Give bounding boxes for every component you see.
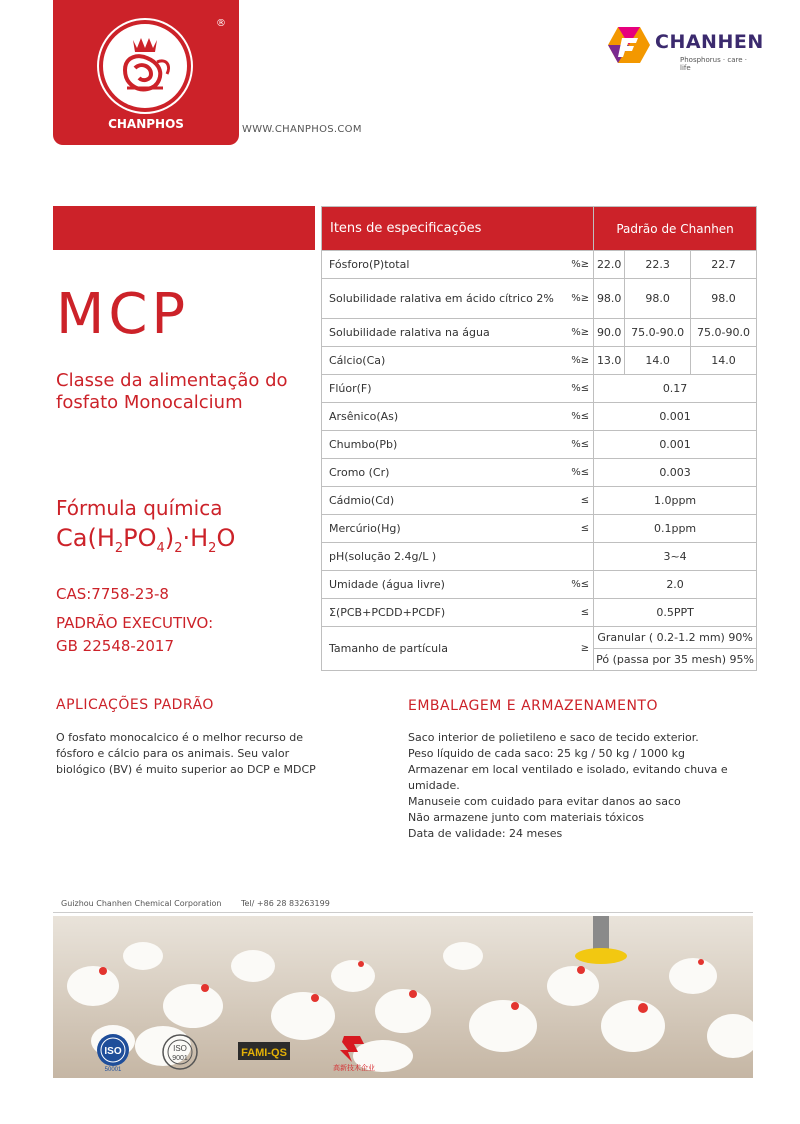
chicken-farm-photo xyxy=(53,916,753,1078)
spec-table xyxy=(321,206,757,671)
row-symbol: ≤ xyxy=(560,487,594,515)
table-row xyxy=(322,459,757,487)
row-value: 75.0-90.0 xyxy=(691,319,757,347)
row-symbol: ≤ xyxy=(560,599,594,627)
row-value: 0.001 xyxy=(594,431,757,459)
row-name: Solubilidade ralativa em ácido cítrico 2% xyxy=(322,279,560,319)
table-row xyxy=(322,319,757,347)
row-value: 0.001 xyxy=(594,403,757,431)
standard-value: GB 22548-2017 xyxy=(56,637,174,655)
table-row xyxy=(322,599,757,627)
row-name: Σ(PCB+PCDD+PCDF) xyxy=(322,599,560,627)
row-name: Tamanho de partícula xyxy=(322,627,560,671)
table-header-row xyxy=(322,207,757,251)
row-value: 98.0 xyxy=(691,279,757,319)
packaging-line: Peso líquido de cada saco: 25 kg / 50 kg / 1000 kg xyxy=(408,747,685,760)
row-symbol: %≥ xyxy=(560,279,594,319)
dragon-emblem-icon xyxy=(97,18,193,114)
hexagon-logo-icon xyxy=(608,26,650,64)
row-symbol: %≤ xyxy=(560,403,594,431)
packaging-line: umidade. xyxy=(408,779,460,792)
row-name: Cromo (Cr) xyxy=(322,459,560,487)
standard-label: PADRÃO EXECUTIVO: xyxy=(56,614,214,632)
product-class-line1: Classe da alimentação do xyxy=(56,370,288,391)
table-row xyxy=(322,251,757,279)
row-value: Granular ( 0.2-1.2 mm) 90% xyxy=(594,627,757,649)
row-name: Mercúrio(Hg) xyxy=(322,515,560,543)
row-value: 98.0 xyxy=(625,279,691,319)
iso-50001-badge xyxy=(91,1032,135,1072)
applications-line: fósforo e cálcio para os animais. Seu valor xyxy=(56,747,290,760)
row-name: Flúor(F) xyxy=(322,375,560,403)
brand-name: CHANPHOS xyxy=(108,117,184,131)
product-class xyxy=(56,370,316,414)
table-row xyxy=(322,279,757,319)
hitech-text: 高新技术企业 xyxy=(333,1064,375,1072)
row-name: Fósforo(P)total xyxy=(322,251,560,279)
registered-mark: ® xyxy=(216,18,226,29)
row-name: Cálcio(Ca) xyxy=(322,347,560,375)
row-symbol: %≥ xyxy=(560,347,594,375)
company-name: Guizhou Chanhen Chemical Corporation xyxy=(61,899,222,908)
chanphos-logo xyxy=(53,0,239,145)
table-row xyxy=(322,431,757,459)
applications-body xyxy=(56,730,356,778)
row-symbol: %≤ xyxy=(560,459,594,487)
row-value: 1.0ppm xyxy=(594,487,757,515)
header-items: Itens de especificações xyxy=(322,207,594,251)
table-row xyxy=(322,403,757,431)
fami-text: FAMI-QS xyxy=(241,1047,287,1059)
fami-qs-badge xyxy=(236,1032,292,1072)
partner-tagline: Phosphorus · care · life xyxy=(680,56,748,72)
packaging-body xyxy=(408,730,753,842)
high-tech-badge xyxy=(330,1032,378,1072)
iso1-number: 50001 xyxy=(104,1067,122,1072)
row-value: 22.0 xyxy=(594,251,625,279)
row-value: 75.0-90.0 xyxy=(625,319,691,347)
row-value: 22.7 xyxy=(691,251,757,279)
red-header-bar xyxy=(53,206,315,250)
table-row xyxy=(322,543,757,571)
packaging-line: Saco interior de polietileno e saco de tecido exterior. xyxy=(408,731,699,744)
iso2-text: ISO xyxy=(173,1044,187,1053)
cas-number: CAS:7758-23-8 xyxy=(56,585,169,603)
packaging-title: EMBALAGEM E ARMAZENAMENTO xyxy=(408,698,658,714)
row-name: Solubilidade ralativa na água xyxy=(322,319,560,347)
row-symbol: %≥ xyxy=(560,251,594,279)
row-symbol: %≤ xyxy=(560,375,594,403)
table-row xyxy=(322,487,757,515)
iso2-number: 9001 xyxy=(172,1055,188,1062)
row-value: 0.1ppm xyxy=(594,515,757,543)
applications-line: biológico (BV) é muito superior ao DCP e MDCP xyxy=(56,763,316,776)
row-symbol xyxy=(560,543,594,571)
chemical-formula: $Ca(H_2PO_4)_2\cdot H_2O$ xyxy=(56,524,236,556)
chanhen-logo xyxy=(608,24,764,72)
row-name: Cádmio(Cd) xyxy=(322,487,560,515)
applications-line: O fosfato monocalcico é o melhor recurso de xyxy=(56,731,304,744)
packaging-line: Armazenar em local ventilado e isolado, evitando chuva e xyxy=(408,763,728,776)
table-row xyxy=(322,571,757,599)
packaging-line: Data de validade: 24 meses xyxy=(408,827,563,840)
row-value: 3~4 xyxy=(594,543,757,571)
iso-9001-badge xyxy=(160,1032,200,1072)
table-row xyxy=(322,375,757,403)
row-symbol: %≤ xyxy=(560,571,594,599)
row-value: 14.0 xyxy=(625,347,691,375)
partner-name: CHANHEN xyxy=(655,31,764,53)
iso1-text: ISO xyxy=(104,1046,122,1057)
row-symbol: ≤ xyxy=(560,515,594,543)
table-row xyxy=(322,347,757,375)
row-value: 0.003 xyxy=(594,459,757,487)
row-value: 2.0 xyxy=(594,571,757,599)
row-name: pH(solução 2.4g/L ) xyxy=(322,543,560,571)
row-value: 0.17 xyxy=(594,375,757,403)
product-name: MCP xyxy=(56,282,190,347)
packaging-line: Não armazene junto com materiais tóxicos xyxy=(408,811,644,824)
row-value: Pó (passa por 35 mesh) 95% xyxy=(594,649,757,671)
row-name: Chumbo(Pb) xyxy=(322,431,560,459)
packaging-line: Manuseie com cuidado para evitar danos ao saco xyxy=(408,795,681,808)
formula-label: Fórmula química xyxy=(56,496,223,520)
row-name: Umidade (água livre) xyxy=(322,571,560,599)
table-row xyxy=(322,515,757,543)
row-value: 14.0 xyxy=(691,347,757,375)
row-value: 98.0 xyxy=(594,279,625,319)
product-class-line2: fosfato Monocalcium xyxy=(56,392,243,413)
row-value: 90.0 xyxy=(594,319,625,347)
website-link[interactable]: WWW.CHANPHOS.COM xyxy=(242,124,362,135)
row-name: Arsênico(As) xyxy=(322,403,560,431)
footer-divider xyxy=(53,912,753,913)
applications-title: APLICAÇÕES PADRÃO xyxy=(56,697,214,713)
row-symbol: ≥ xyxy=(560,627,594,671)
header-standard: Padrão de Chanhen xyxy=(594,207,757,251)
row-symbol: %≥ xyxy=(560,319,594,347)
row-value: 13.0 xyxy=(594,347,625,375)
row-symbol: %≤ xyxy=(560,431,594,459)
table-row xyxy=(322,627,757,649)
telephone: Tel/ +86 28 83263199 xyxy=(241,899,330,908)
row-value: 22.3 xyxy=(625,251,691,279)
row-value: 0.5PPT xyxy=(594,599,757,627)
